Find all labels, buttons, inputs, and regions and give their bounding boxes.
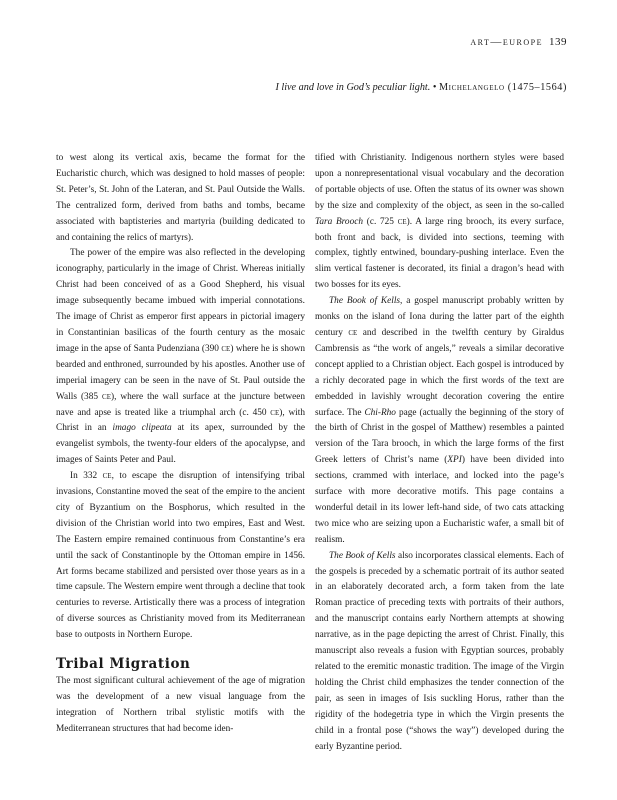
- section-heading: Tribal Migration: [56, 656, 191, 673]
- era-abbrev: ce: [397, 216, 407, 227]
- text-run: ). A large ring brooch, its every surface, both front and back, is divided into sections, teeming with complex, tightly entwined, boundary-pushing interlace. Even the slim vertical fastener is decorated, its finial a dragon’s head with two bosses for its eyes.: [315, 216, 565, 291]
- era-abbrev: ce: [348, 327, 358, 338]
- epigraph-author: Michelangelo (1475–1564): [438, 82, 567, 93]
- epigraph-separator: •: [430, 82, 439, 93]
- italic-term: Tara Brooch: [315, 216, 363, 227]
- italic-term: imago clipeata: [112, 423, 172, 434]
- text-run: ), where the wall surface at the juncture between nave and apse is treated like a triumphal arch (c. 450: [56, 391, 305, 418]
- text-run: ) have been divided into sections, crammed with interlace, and locked into the page’s surface with more decorative motifs. This page contains a wonderful detail in its lower left-hand side, of two cats attacking two mice who are seizing upon a Eucharistic wafer, a small bit of realism.: [315, 455, 564, 545]
- italic-title: The Book of Kells: [329, 550, 396, 561]
- paragraph: The most significant cultural achievement of the age of migration was the development of a new visual language from the integration of Northern tribal stylistic motifs with the Mediterranean structures that had become iden-: [56, 676, 305, 734]
- text-run: page (actually the beginning of the story of the birth of Christ in the gospel of Matthew) resembles a painted version of the Tara brooch, in which the large forms of the first Greek letters of Christ’s name (: [315, 407, 564, 466]
- paragraph: [56, 246, 305, 469]
- text-run: ) where he is shown bearded and enthroned, surrounded by his apostles. Another use of imperial imagery can be seen in the nave of St. Paul outside the Walls (385: [56, 343, 305, 402]
- right-column: [315, 151, 564, 755]
- text-run: also incorporates classical elements. Each of the gospels is preceded by a schematic portrait of its author seated in an elaborately decorated arch, a form taken from the late Roman practice of preceding texts with portraits of their authors, and the manuscript contains early Northern attempts at showing narrative, as in the page depicting the arrest of Christ. Finally, this manuscript also reveals a fusion with Egyptian sources, probably related to the eremitic monastic tradition. The image of the Virgin holding the Christ child emphasizes the tender connection of the pair, as seen in images of Isis suckling Horus, rather than the rigidity of the hodegetria type in which the Virgin presents the child in a frontal pose (“shows the way”) developed during the early Byzantine period.: [315, 550, 564, 752]
- era-abbrev: ce: [221, 343, 231, 354]
- paragraph: [56, 469, 305, 644]
- epigraph-quote: I live and love in God’s peculiar light.: [275, 82, 431, 93]
- epigraph: [275, 82, 567, 93]
- left-column: [56, 151, 305, 738]
- text-run: and described in the twelfth century by Giraldus Cambrensis as “the work of angels,” reveals a similar decorative concept applied to a Christian object. Each gospel is introduced by a richly decorated page in which the first words of the text are embedded in lavishly wrought decoration covering the entire surface. The: [315, 327, 564, 418]
- paragraph: to west along its vertical axis, became the format for the Eucharistic church, which was designed to hold masses of people: St. Peter’s, St. John of the Lateran, and St. Paul Outside the Walls. The centralized form, derived from baths and tombs, became associated with baptisteries and martyria (building dedicated to and containing the relics of martyrs).: [56, 153, 305, 243]
- era-abbrev: ce: [270, 407, 280, 418]
- paragraph: [315, 549, 564, 756]
- paragraph: [315, 151, 564, 294]
- italic-term: Chi-Rho: [364, 407, 396, 418]
- text-run: , to escape the disruption of intensifying tribal invasions, Constantine moved the seat of the empire to the ancient city of Byzantium on the Bosphorus, which resulted in the division of the Christian world into two empires, East and West. The Eastern empire remained continuous from Constantine’s era until the sack of Constantinople by the Ottoman empire in 1456. Art forms became stabilized and persisted over those years as in a time capsule. The Western empire went through a decline that took centuries to reverse. Artistically there was a process of integration of diverse sources as Christianity moved from its Mediterranean base to outposts in Northern Europe.: [56, 471, 305, 641]
- paragraph: [315, 294, 564, 549]
- italic-title: The Book of Kells: [329, 296, 401, 307]
- text-run: , a gospel manuscript probably written by monks on the island of Iona during the latter part of the eighth century: [315, 296, 564, 338]
- text-run: In 332: [70, 471, 103, 482]
- text-run: at its apex, surrounded by the evangelist symbols, the twenty-four elders of the apocalypse, and images of Saints Peter and Paul.: [56, 423, 306, 466]
- italic-term: XPI: [447, 455, 462, 466]
- section-title: art—europe: [470, 36, 543, 48]
- running-head: [470, 36, 567, 48]
- text-run: The power of the empire was also reflected in the developing iconography, particularly in the image of Christ. Whereas initially Christ had been conceived of as a Good Shepherd, his visual image subsequently became imbued with imperial connotations. The image of Christ as emperor first appears in pictorial imagery in Constantinian basilicas of the fourth century as the mosaic image in the apse of Santa Pudenziana (390: [56, 248, 305, 354]
- era-abbrev: ce: [102, 471, 112, 482]
- page-number: 139: [549, 36, 567, 48]
- text-run: tified with Christianity. Indigenous northern styles were based upon a nonrepresentational visual vocabulary and the decoration of portable objects of use. Often the status of its owner was shown by the size and complexity of the object, as seen in the so-called: [315, 153, 564, 211]
- text-run: (c. 725: [363, 216, 398, 227]
- era-abbrev: ce: [102, 391, 111, 402]
- text-run: ), with Christ in an: [56, 407, 305, 434]
